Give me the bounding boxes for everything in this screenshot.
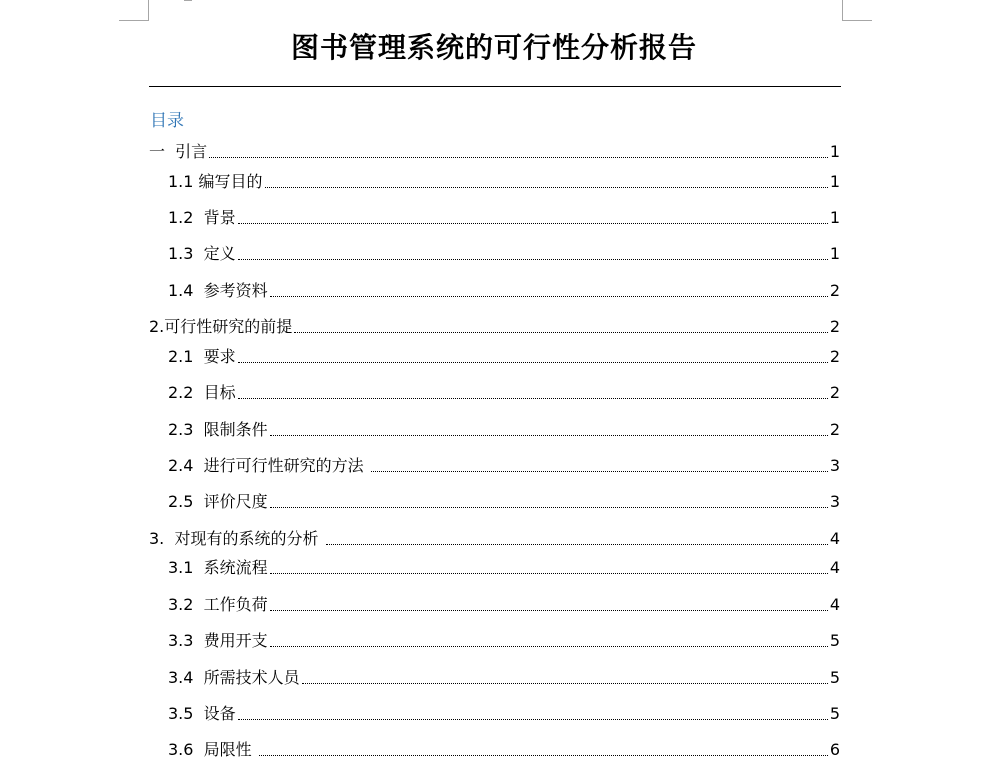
- toc-entry[interactable]: [168, 700, 840, 724]
- toc-entry[interactable]: [149, 525, 840, 549]
- toc-entry-label: 3.4 所需技术人员: [168, 668, 300, 687]
- toc-leader-dots: [270, 295, 828, 297]
- toc-entry-label: 2.1 要求: [168, 347, 236, 366]
- toc-entry[interactable]: [168, 452, 840, 476]
- toc-entry-label: 一 引言: [149, 142, 208, 161]
- toc-entry-page: 5: [829, 704, 840, 723]
- toc-heading: 目录: [150, 111, 184, 131]
- toc-entry-label: 2.2 目标: [168, 383, 236, 402]
- toc-leader-dots: [238, 397, 828, 399]
- toc-entry-page: 4: [829, 529, 840, 548]
- toc-entry[interactable]: [168, 736, 840, 760]
- toc-entry-page: 2: [829, 383, 840, 402]
- toc-leader-dots: [238, 222, 828, 224]
- toc-entry-page: 3: [829, 492, 840, 511]
- toc-entry-label: 2.4 进行可行性研究的方法: [168, 456, 369, 475]
- toc-entry[interactable]: [168, 379, 840, 403]
- toc-leader-dots: [270, 434, 828, 436]
- toc-entry-page: 2: [829, 317, 840, 336]
- toc-leader-dots: [238, 361, 828, 363]
- toc-leader-dots: [238, 718, 828, 720]
- toc-leader-dots: [259, 754, 828, 756]
- toc-leader-dots: [209, 156, 828, 158]
- toc-entry[interactable]: [168, 488, 840, 512]
- toc-entry-page: 2: [829, 347, 840, 366]
- toc-entry-label: 3. 对现有的系统的分析: [149, 529, 324, 548]
- toc-leader-dots: [270, 645, 828, 647]
- toc-entry[interactable]: [168, 277, 840, 301]
- toc-entry-page: 1: [829, 172, 840, 191]
- crop-mark-top-left: [119, 0, 149, 21]
- toc-entry[interactable]: [168, 204, 840, 228]
- toc-entry[interactable]: [168, 554, 840, 578]
- toc-entry-page: 2: [829, 281, 840, 300]
- toc-entry-page: 5: [829, 631, 840, 650]
- toc-leader-dots: [270, 506, 828, 508]
- toc-leader-dots: [371, 470, 828, 472]
- toc-entry[interactable]: [168, 416, 840, 440]
- toc-entry[interactable]: [168, 627, 840, 651]
- toc-entry[interactable]: [168, 168, 840, 192]
- toc-entry-label: 1.2 背景: [168, 208, 236, 227]
- document-title: 图书管理系统的可行性分析报告: [290, 31, 697, 64]
- crop-mark-top-right: [842, 0, 872, 21]
- toc-entry-label: 2.5 评价尺度: [168, 492, 268, 511]
- title-divider: [149, 86, 841, 87]
- toc-entry[interactable]: [149, 313, 840, 337]
- toc-leader-dots: [326, 543, 828, 545]
- toc-entry-page: 1: [829, 244, 840, 263]
- toc-entry-label: 3.6 局限性: [168, 740, 257, 759]
- toc-entry-label: 3.1 系统流程: [168, 558, 268, 577]
- toc-entry-page: 3: [829, 456, 840, 475]
- toc-leader-dots: [270, 572, 828, 574]
- toc-entry-label: 3.3 费用开支: [168, 631, 268, 650]
- toc-entry-label: 2.可行性研究的前提: [149, 317, 293, 336]
- toc-entry-page: 6: [829, 740, 840, 759]
- toc-entry-page: 1: [829, 208, 840, 227]
- toc-entry[interactable]: [168, 240, 840, 264]
- toc-leader-dots: [265, 186, 828, 188]
- toc-entry[interactable]: [168, 591, 840, 615]
- toc-entry-label: 1.3 定义: [168, 244, 236, 263]
- toc-entry-label: 1.1 编写目的: [168, 172, 263, 191]
- toc-entry-page: 4: [829, 595, 840, 614]
- toc-entry-label: 1.4 参考资料: [168, 281, 268, 300]
- toc-leader-dots: [294, 331, 828, 333]
- toc-entry-label: 3.2 工作负荷: [168, 595, 268, 614]
- toc-leader-dots: [270, 609, 828, 611]
- toc-entry-label: 2.3 限制条件: [168, 420, 268, 439]
- toc-leader-dots: [302, 682, 828, 684]
- toc-entry[interactable]: [168, 664, 840, 688]
- toc-leader-dots: [238, 258, 828, 260]
- toc-entry-page: 4: [829, 558, 840, 577]
- toc-entry[interactable]: [168, 343, 840, 367]
- toc-entry-label: 3.5 设备: [168, 704, 236, 723]
- toc-entry-page: 1: [829, 142, 840, 161]
- toc-entry-page: 2: [829, 420, 840, 439]
- toc-entry-page: 5: [829, 668, 840, 687]
- toc-entry[interactable]: [149, 138, 840, 162]
- crop-mark-tick: [184, 0, 192, 1]
